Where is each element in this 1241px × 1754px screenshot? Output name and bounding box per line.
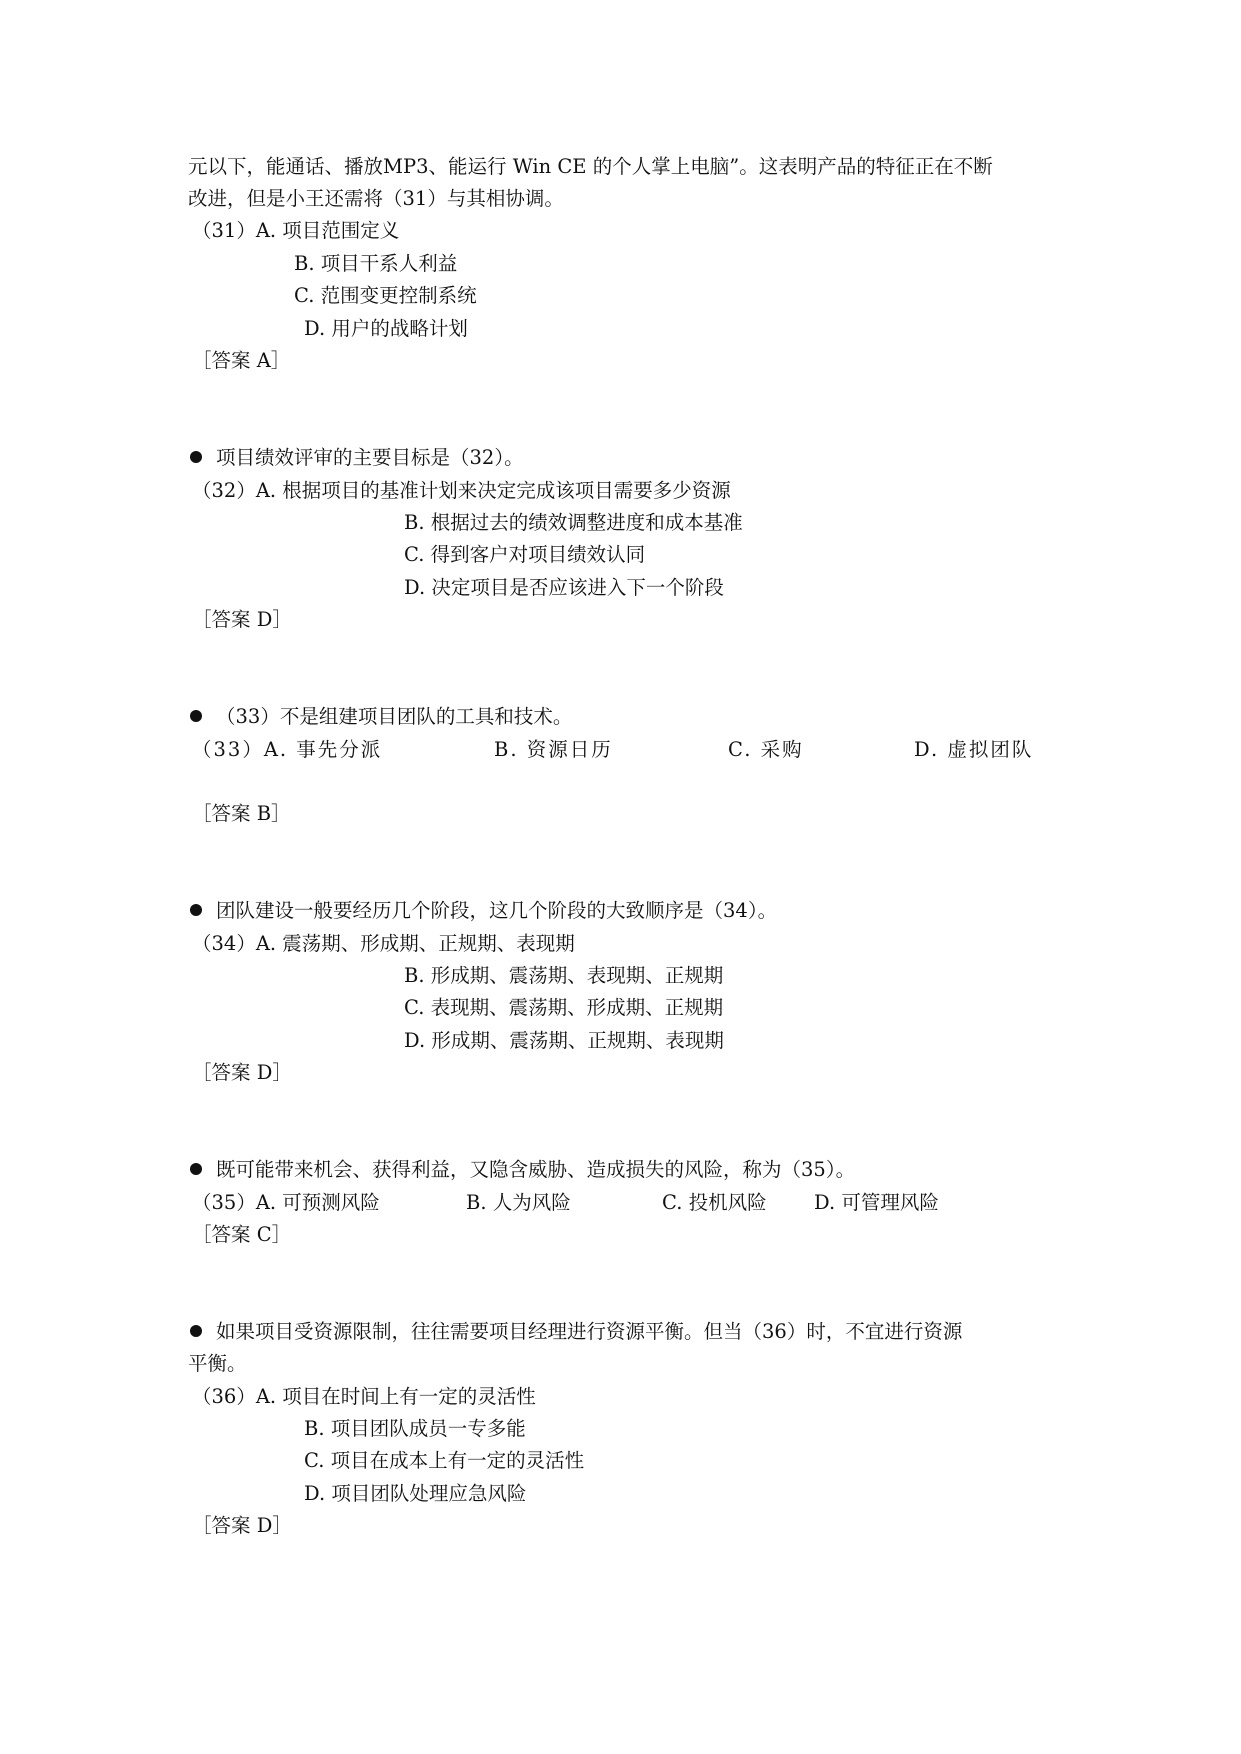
q31-option-a: （31）A. 项目范围定义 xyxy=(192,219,400,242)
q33-option-c: C. 采购 xyxy=(728,738,804,761)
intro-line-1: 元以下，能通话、播放MP3、能运行 Win CE 的个人掌上电脑”。这表明产品的特征正在不断 xyxy=(188,155,993,178)
q34-option-b: B. 形成期、震荡期、表现期、正规期 xyxy=(404,964,724,987)
q32-option-c: C. 得到客户对项目绩效认同 xyxy=(404,543,646,566)
q34-option-a: （34）A. 震荡期、形成期、正规期、表现期 xyxy=(192,932,575,955)
q35-answer: ［答案 C］ xyxy=(192,1223,292,1246)
q33-option-a: （33）A. 事先分派 xyxy=(192,738,383,761)
q33-answer: ［答案 B］ xyxy=(192,802,291,825)
q31-option-d: D. 用户的战略计划 xyxy=(304,317,468,340)
q35-option-d: D. 可管理风险 xyxy=(814,1191,939,1214)
q32-option-a: （32）A. 根据项目的基准计划来决定完成该项目需要多少资源 xyxy=(192,479,731,502)
q36-stem-line-1: 如果项目受资源限制，往往需要项目经理进行资源平衡。但当（36）时，不宜进行资源 xyxy=(190,1319,962,1345)
q33-option-d: D. 虚拟团队 xyxy=(914,738,1034,761)
bullet-icon xyxy=(190,1163,202,1175)
bullet-icon xyxy=(190,904,202,916)
q36-option-d: D. 项目团队处理应急风险 xyxy=(304,1482,527,1505)
q32-option-d: D. 决定项目是否应该进入下一个阶段 xyxy=(404,576,724,599)
q34-stem: 团队建设一般要经历几个阶段，这几个阶段的大致顺序是（34）。 xyxy=(190,898,777,924)
q32-answer: ［答案 D］ xyxy=(192,608,292,631)
q35-option-a: （35）A. 可预测风险 xyxy=(192,1191,380,1214)
bullet-icon xyxy=(190,1325,202,1337)
q31-answer: ［答案 A］ xyxy=(192,349,291,372)
q33-stem: （33）不是组建项目团队的工具和技术。 xyxy=(190,704,572,730)
q35-option-c: C. 投机风险 xyxy=(662,1191,767,1214)
q34-option-c: C. 表现期、震荡期、形成期、正规期 xyxy=(404,996,724,1019)
q34-option-d: D. 形成期、震荡期、正规期、表现期 xyxy=(404,1029,724,1052)
q34-answer: ［答案 D］ xyxy=(192,1061,292,1084)
q36-answer: ［答案 D］ xyxy=(192,1514,292,1537)
bullet-icon xyxy=(190,710,202,722)
q31-option-c: C. 范围变更控制系统 xyxy=(294,284,477,307)
q35-option-b: B. 人为风险 xyxy=(466,1191,571,1214)
q31-option-b: B. 项目干系人利益 xyxy=(294,252,458,275)
q36-stem-line-2: 平衡。 xyxy=(188,1352,247,1375)
q36-option-a: （36）A. 项目在时间上有一定的灵活性 xyxy=(192,1385,536,1408)
q35-stem: 既可能带来机会、获得利益，又隐含威胁、造成损失的风险，称为（35）。 xyxy=(190,1157,855,1183)
q36-option-b: B. 项目团队成员一专多能 xyxy=(304,1417,526,1440)
q32-stem: 项目绩效评审的主要目标是（32）。 xyxy=(190,445,524,471)
intro-line-2: 改进，但是小王还需将（31）与其相协调。 xyxy=(188,187,564,210)
q36-option-c: C. 项目在成本上有一定的灵活性 xyxy=(304,1449,585,1472)
bullet-icon xyxy=(190,451,202,463)
q32-option-b: B. 根据过去的绩效调整进度和成本基准 xyxy=(404,511,743,534)
q33-option-b: B. 资源日历 xyxy=(494,738,613,761)
